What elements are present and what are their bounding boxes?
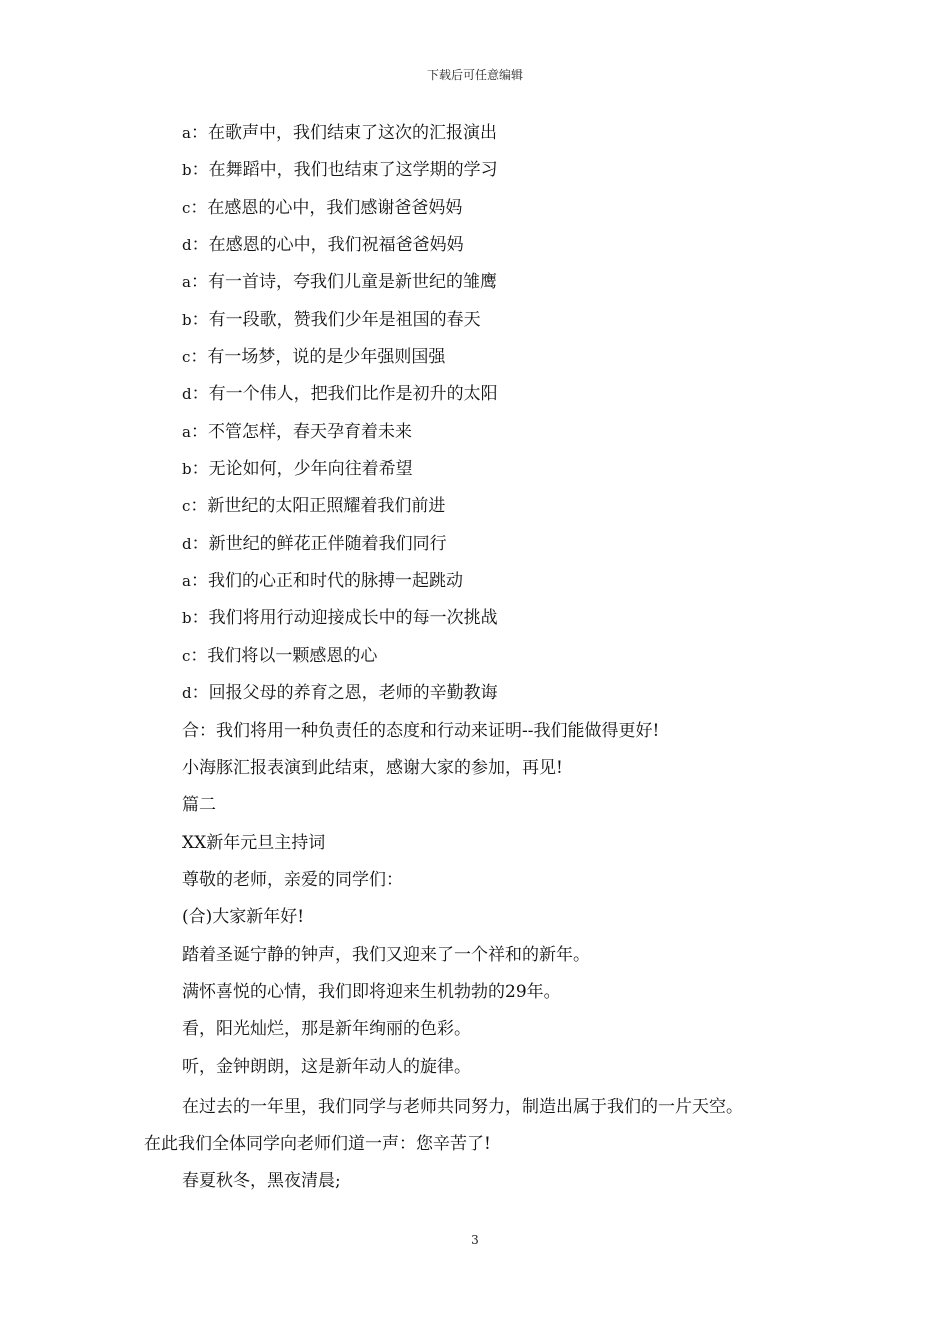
- dialog-line: b：无论如何，少年向往着希望: [182, 459, 413, 479]
- dialog-line: c：我们将以一颗感恩的心: [182, 646, 378, 666]
- paragraph-line: (合)大家新年好!: [182, 907, 305, 927]
- paragraph-line: 尊敬的老师，亲爱的同学们：: [182, 870, 403, 890]
- section-title: XX新年元旦主持词: [182, 833, 326, 853]
- closing-line-farewell: 小海豚汇报表演到此结束，感谢大家的参加，再见!: [182, 758, 563, 778]
- dialog-line: d：有一个伟人，把我们比作是初升的太阳: [182, 384, 498, 404]
- page-header: 下载后可任意编辑: [426, 68, 523, 82]
- dialog-line: a：有一首诗，夸我们儿童是新世纪的雏鹰: [182, 272, 497, 292]
- paragraph-line: 在过去的一年里，我们同学与老师共同努力，制造出属于我们的一片天空。: [182, 1097, 743, 1117]
- dialog-line: b：有一段歌，赞我们少年是祖国的春天: [182, 310, 481, 330]
- dialog-line: a：不管怎样，春天孕育着未来: [182, 422, 412, 442]
- dialog-line: a：在歌声中，我们结束了这次的汇报演出: [182, 123, 497, 143]
- dialog-line: d：新世纪的鲜花正伴随着我们同行: [182, 534, 447, 554]
- dialog-line: c：在感恩的心中，我们感谢爸爸妈妈: [182, 198, 463, 218]
- paragraph-line: 春夏秋冬，黑夜清晨;: [182, 1171, 341, 1191]
- closing-line-together: 合：我们将用一种负责任的态度和行动来证明--我们能做得更好!: [182, 721, 660, 741]
- paragraph-line: 满怀喜悦的心情，我们即将迎来生机勃勃的29年。: [182, 982, 561, 1002]
- dialog-line: c：有一场梦，说的是少年强则国强: [182, 347, 446, 367]
- dialog-line: d：回报父母的养育之恩，老师的辛勤教诲: [182, 683, 498, 703]
- paragraph-line: 踏着圣诞宁静的钟声，我们又迎来了一个祥和的新年。: [182, 945, 590, 965]
- paragraph-line: 看，阳光灿烂，那是新年绚丽的色彩。: [182, 1019, 471, 1039]
- section-heading: 篇二: [182, 795, 216, 815]
- paragraph-line: 听，金钟朗朗，这是新年动人的旋律。: [182, 1057, 471, 1077]
- dialog-line: b：在舞蹈中，我们也结束了这学期的学习: [182, 160, 498, 180]
- page-number: 3: [471, 1233, 479, 1247]
- paragraph-line: 在此我们全体同学向老师们道一声：您辛苦了!: [144, 1134, 491, 1154]
- dialog-line: d：在感恩的心中，我们祝福爸爸妈妈: [182, 235, 464, 255]
- dialog-line: c：新世纪的太阳正照耀着我们前进: [182, 496, 446, 516]
- dialog-line: a：我们的心正和时代的脉搏一起跳动: [182, 571, 463, 591]
- dialog-line: b：我们将用行动迎接成长中的每一次挑战: [182, 608, 498, 628]
